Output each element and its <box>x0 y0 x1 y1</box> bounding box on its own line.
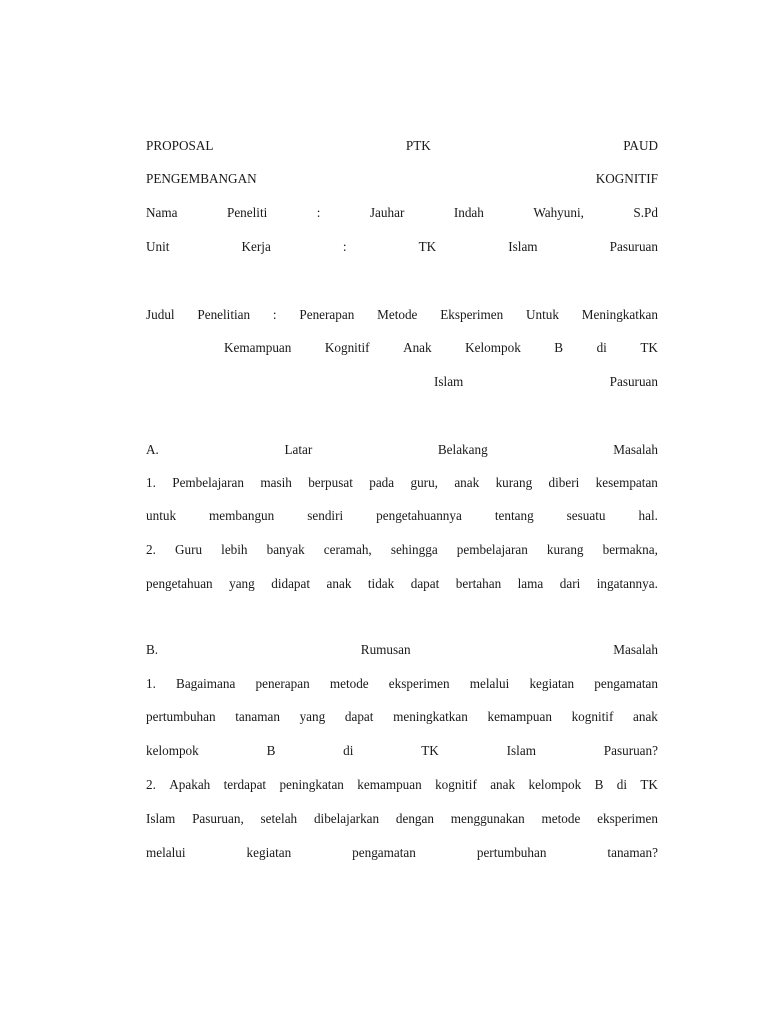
word: kemampuan <box>487 709 552 724</box>
word: kelompok <box>528 777 582 792</box>
word: 2. <box>146 542 156 557</box>
word: kesempatan <box>595 475 658 490</box>
word: untuk <box>146 508 177 523</box>
word: guru, <box>410 475 438 490</box>
word: kurang <box>495 475 533 490</box>
word: Guru <box>174 542 203 557</box>
word: Masalah <box>613 642 658 657</box>
word: Peneliti <box>226 205 268 220</box>
point-b1-line-3 <box>146 740 658 762</box>
word: Pasuruan, <box>192 811 244 826</box>
title-line-1 <box>146 135 658 157</box>
word: 2. <box>146 777 156 792</box>
word: masih <box>260 475 292 490</box>
word: yang <box>299 709 326 724</box>
word: pengamatan <box>594 676 658 691</box>
research-title-line-2 <box>224 337 658 359</box>
word: TK <box>640 340 658 355</box>
word: di <box>616 777 627 792</box>
word: Islam <box>146 811 176 826</box>
word: Masalah <box>613 442 658 457</box>
word: yang <box>229 576 255 591</box>
word: Jauhar <box>369 205 405 220</box>
section-a-heading <box>146 439 658 461</box>
word: B. <box>146 642 159 657</box>
word: dapat <box>344 709 374 724</box>
word: Latar <box>284 442 313 457</box>
word: Apakah <box>169 777 211 792</box>
word: dengan <box>395 811 434 826</box>
word: KOGNITIF <box>595 171 658 186</box>
research-title-line-3 <box>434 371 658 393</box>
word: Untuk <box>526 307 559 322</box>
word: : <box>342 239 347 254</box>
word: Belakang <box>437 442 488 457</box>
word: B <box>554 340 564 355</box>
word: Islam <box>506 743 536 758</box>
word: PENGEMBANGAN <box>146 171 257 186</box>
work-unit-line <box>146 236 658 258</box>
word: tanaman <box>235 709 280 724</box>
word: anak <box>454 475 480 490</box>
point-b1-line-1 <box>146 673 658 695</box>
word: pertumbuhan <box>476 845 547 860</box>
word: meningkatkan <box>393 709 468 724</box>
point-b2-line-2 <box>146 808 658 830</box>
word: B <box>266 743 276 758</box>
word: bermakna, <box>602 542 658 557</box>
word: 1. <box>146 676 156 691</box>
word: tentang <box>494 508 534 523</box>
word: tanaman? <box>607 845 658 860</box>
word: Pasuruan? <box>603 743 658 758</box>
word: ingatannya. <box>596 576 658 591</box>
word: Islam <box>508 239 538 254</box>
word: didapat <box>271 576 311 591</box>
word: Indah <box>453 205 484 220</box>
word: bertahan <box>455 576 502 591</box>
word: : <box>316 205 321 220</box>
word: hal. <box>638 508 658 523</box>
point-a2-line-1 <box>146 539 658 561</box>
word: di <box>343 743 354 758</box>
word: penerapan <box>255 676 310 691</box>
word: Islam <box>434 374 464 389</box>
word: Kelompok <box>465 340 521 355</box>
word: kognitif <box>571 709 614 724</box>
word: Unit <box>146 239 170 254</box>
word: Wahyuni, <box>533 205 584 220</box>
point-a1-line-1 <box>146 472 658 494</box>
word: eksperimen <box>388 676 450 691</box>
word: B <box>594 777 604 792</box>
word: Eksperimen <box>440 307 504 322</box>
word: Pasuruan <box>609 239 658 254</box>
word: sehingga <box>390 542 438 557</box>
word: di <box>596 340 607 355</box>
word: Bagaimana <box>176 676 236 691</box>
word: berpusat <box>308 475 353 490</box>
word: Metode <box>377 307 418 322</box>
word: Penelitian <box>197 307 251 322</box>
word: tidak <box>367 576 395 591</box>
word: kurang <box>546 542 584 557</box>
word: pengetahuan <box>146 576 213 591</box>
word: Judul <box>146 307 175 322</box>
word: PTK <box>405 138 431 153</box>
word: diberi <box>548 475 580 490</box>
word: metode <box>541 811 581 826</box>
word: pada <box>369 475 395 490</box>
section-b-heading <box>146 639 658 661</box>
word: TK <box>421 743 439 758</box>
word: menggunakan <box>450 811 525 826</box>
word: anak <box>326 576 352 591</box>
word: TK <box>640 777 658 792</box>
word: eksperimen <box>597 811 658 826</box>
word: melalui <box>469 676 510 691</box>
word: lebih <box>221 542 248 557</box>
researcher-name-line <box>146 202 658 224</box>
word: metode <box>329 676 369 691</box>
word: pembelajaran <box>456 542 528 557</box>
word: Kerja <box>241 239 271 254</box>
word: Meningkatkan <box>581 307 658 322</box>
word: kegiatan <box>246 845 292 860</box>
word: setelah <box>260 811 298 826</box>
word: dari <box>559 576 581 591</box>
word: banyak <box>266 542 305 557</box>
point-b2-line-3 <box>146 842 658 864</box>
word: Kognitif <box>324 340 370 355</box>
word: 1. <box>146 475 156 490</box>
word: dibelajarkan <box>313 811 380 826</box>
word: Penerapan <box>299 307 355 322</box>
word: kegiatan <box>529 676 575 691</box>
word: PROPOSAL <box>146 138 214 153</box>
word: terdapat <box>223 777 267 792</box>
word: pertumbuhan <box>146 709 216 724</box>
word: A. <box>146 442 159 457</box>
word: dapat <box>410 576 440 591</box>
word: Anak <box>403 340 432 355</box>
word: pengetahuannya <box>376 508 462 523</box>
word: ceramah, <box>323 542 372 557</box>
point-a1-line-2 <box>146 505 658 527</box>
word: Kemampuan <box>224 340 292 355</box>
word: Rumusan <box>360 642 411 657</box>
point-b2-line-1 <box>146 774 658 796</box>
word: melalui <box>146 845 186 860</box>
word: kemampuan <box>357 777 422 792</box>
word: anak <box>633 709 658 724</box>
word: anak <box>490 777 516 792</box>
word: : <box>272 307 277 322</box>
word: membangun <box>209 508 275 523</box>
word: lama <box>517 576 544 591</box>
title-line-2 <box>146 168 658 190</box>
word: Pembelajaran <box>172 475 244 490</box>
word: Nama <box>146 205 178 220</box>
word: pengamatan <box>352 845 416 860</box>
word: sendiri <box>307 508 344 523</box>
word: sesuatu <box>566 508 606 523</box>
word: TK <box>418 239 437 254</box>
word: kognitif <box>435 777 477 792</box>
point-a2-line-2 <box>146 573 658 595</box>
word: Pasuruan <box>609 374 658 389</box>
research-title-line-1 <box>146 304 658 326</box>
word: S.Pd <box>633 205 658 220</box>
point-b1-line-2 <box>146 706 658 728</box>
word: PAUD <box>623 138 658 153</box>
word: kelompok <box>146 743 199 758</box>
word: peningkatan <box>279 777 344 792</box>
